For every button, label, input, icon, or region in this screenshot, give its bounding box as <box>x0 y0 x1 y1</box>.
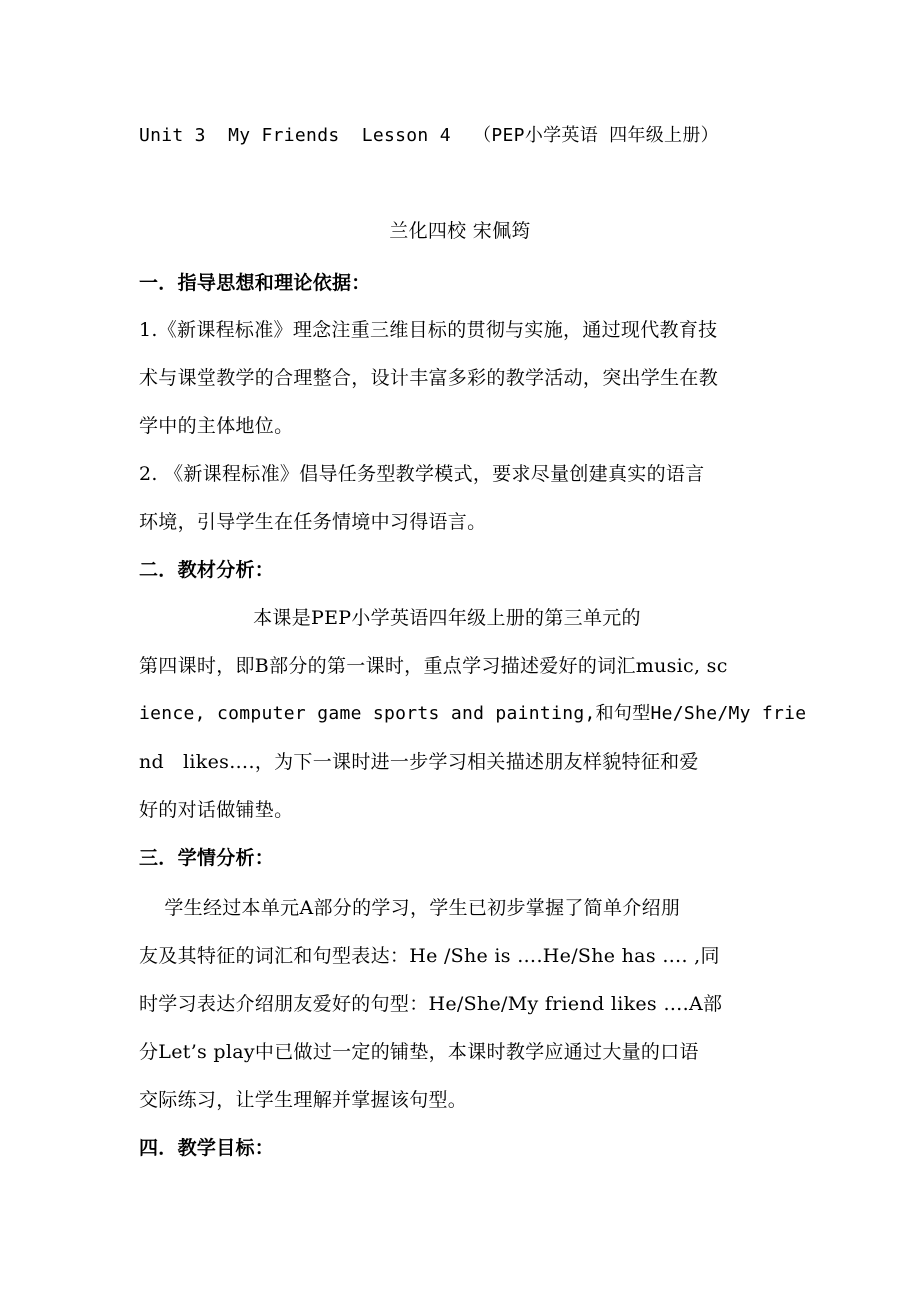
paragraph-line: 友及其特征的词汇和句型表达：He /She is ….He/She has …. ,同 <box>139 945 720 967</box>
author-line: 兰化四校 宋佩筠 <box>389 220 531 242</box>
paragraph-line: nd likes….，为下一课时进一步学习相关描述朋友样貌特征和爱 <box>139 751 699 773</box>
paragraph-line: 交际练习，让学生理解并掌握该句型。 <box>139 1089 468 1111</box>
paragraph-line: 第四课时，即B部分的第一课时，重点学习描述爱好的词汇music, sc <box>139 655 728 677</box>
paragraph-line: 1.《新课程标准》理念注重三维目标的贯彻与实施，通过现代教育技 <box>139 319 718 341</box>
paragraph-line: 环境，引导学生在任务情境中习得语言。 <box>139 511 487 533</box>
section-heading-1: 一．指导思想和理论依据： <box>139 272 371 294</box>
document-title: Unit 3 My Friends Lesson 4 （PEP小学英语 四年级上册） <box>139 125 719 146</box>
paragraph-line: 时学习表达介绍朋友爱好的句型：He/She/My friend likes ….A部 <box>139 993 723 1015</box>
paragraph-line: 术与课堂教学的合理整合，设计丰富多彩的教学活动，突出学生在教 <box>139 367 719 389</box>
paragraph-line: 本课是PEP小学英语四年级上册的第三单元的 <box>139 607 641 629</box>
paragraph-line: ience, computer game sports and painting,和句型He/She/My frie <box>139 703 807 724</box>
paragraph-line: 2. 《新课程标准》倡导任务型教学模式，要求尽量创建真实的语言 <box>139 463 705 485</box>
section-heading-2: 二．教材分析： <box>139 559 275 581</box>
paragraph-line: 学中的主体地位。 <box>139 415 294 437</box>
paragraph-line: 学生经过本单元A部分的学习，学生已初步掌握了简单介绍朋 <box>139 897 681 919</box>
paragraph-line: 好的对话做铺垫。 <box>139 799 294 821</box>
section-heading-4: 四．教学目标： <box>139 1137 275 1159</box>
section-heading-3: 三．学情分析： <box>139 847 275 869</box>
paragraph-line: 分Let’s play中已做过一定的铺垫，本课时教学应通过大量的口语 <box>139 1041 699 1063</box>
